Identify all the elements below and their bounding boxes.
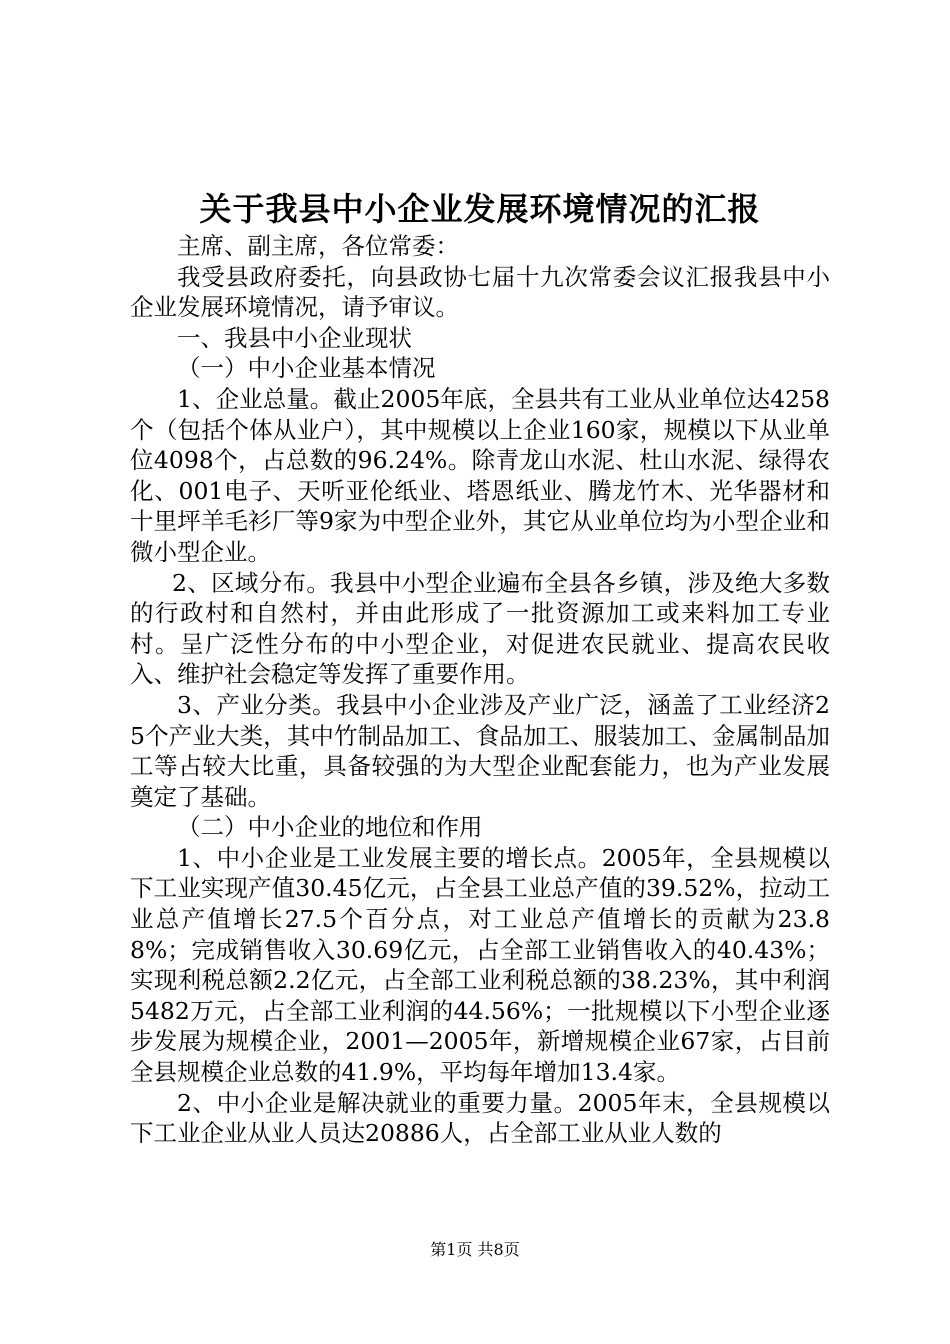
subsection-heading: （二）中小企业的地位和作用 xyxy=(177,813,483,842)
document-page xyxy=(130,0,830,1344)
page-number-footer: 第1页 共8页 xyxy=(430,1240,520,1259)
enterprise-total-paragraph: 1、企业总量。截止2005年底，全县共有工业从业单位达4258个（包括个体从业户），其中规模以上企业160家，规模以下从业单位4098个，占总数的96.24%。除青龙山水泥、杜山水泥、绿得农化、001电子、天听亚伦纸业、塔恩纸业、腾龙竹木、光华器材和十里坪羊毛衫厂等9家为中型企业外，其它从业单位均为小型企业和微小型企业。 xyxy=(130,384,830,566)
subsection-heading: （一）中小企业基本情况 xyxy=(177,354,436,383)
salutation-paragraph: 主席、副主席，各位常委： xyxy=(177,232,459,260)
document-body xyxy=(130,231,830,1149)
document-title: 关于我县中小企业发展环境情况的汇报 xyxy=(199,190,761,228)
section-heading: 一、我县中小企业现状 xyxy=(177,323,412,352)
employment-paragraph: 2、中小企业是解决就业的重要力量。2005年末，全县规模以下工业企业从业人员达20886人，占全部工业从业人数的 xyxy=(130,1088,830,1148)
regional-distribution-paragraph: 2、区域分布。我县中小型企业遍布全县各乡镇，涉及绝大多数的行政村和自然村，并由此形成了一批资源加工或来料加工专业村。呈广泛性分布的中小型企业，对促进农民就业、提高农民收入、维护社会稳定等发挥了重要作用。 xyxy=(130,568,830,689)
intro-paragraph: 我受县政府委托，向县政协七届十九次常委会议汇报我县中小企业发展环境情况，请予审议。 xyxy=(130,262,830,322)
growth-point-paragraph: 1、中小企业是工业发展主要的增长点。2005年，全县规模以下工业实现产值30.45亿元，占全县工业总产值的39.52%，拉动工业总产值增长27.5个百分点，对工业总产值增长的贡献为23.88%；完成销售收入30.69亿元，占全部工业销售收入的40.43%；实现利税总额2.2亿元，占全部工业利税总额的38.23%，其中利润5482万元，占全部工业利润的44.56%；一批规模以下小型企业逐步发展为规模企业，2001—2005年，新增规模企业67家，占目前全县规模企业总数的41.9%，平均每年增加13.4家。 xyxy=(130,843,830,1087)
industry-classification-paragraph: 3、产业分类。我县中小企业涉及产业广泛，涵盖了工业经济25个产业大类，其中竹制品加工、食品加工、服装加工、金属制品加工等占较大比重，具备较强的为大型企业配套能力，也为产业发展奠定了基础。 xyxy=(130,690,830,811)
